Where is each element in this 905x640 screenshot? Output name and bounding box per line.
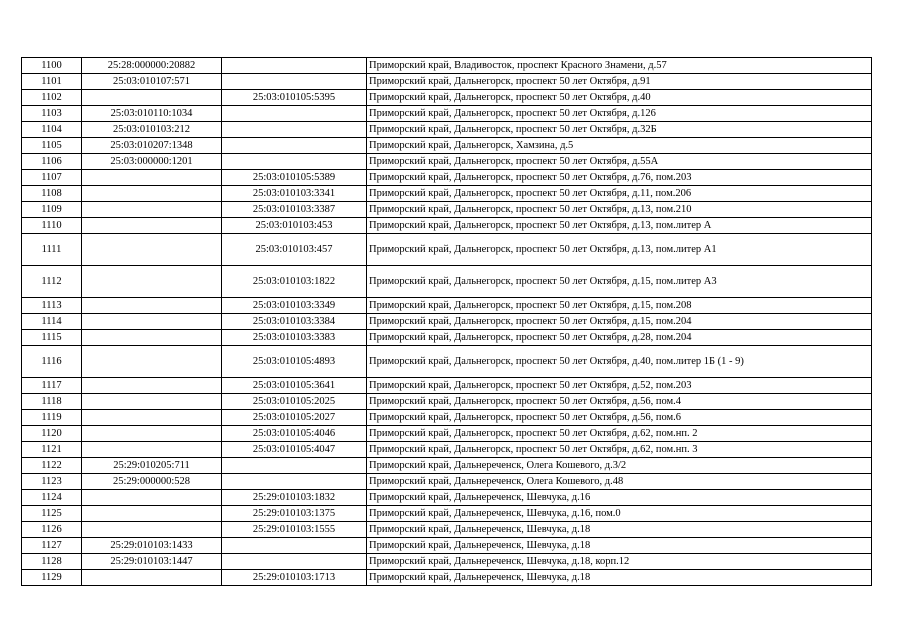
cadastral-number-primary	[82, 522, 222, 538]
table-row	[22, 330, 872, 346]
cadastral-number-primary	[82, 442, 222, 458]
row-number: 1128	[22, 554, 82, 570]
cadastral-number-secondary: 25:03:010103:3384	[222, 314, 367, 330]
row-number: 1110	[22, 218, 82, 234]
table-row	[22, 346, 872, 378]
address-cell: Приморский край, Дальнегорск, проспект 50 лет Октября, д.11, пом.206	[367, 186, 872, 202]
cadastral-number-secondary: 25:03:010105:5389	[222, 170, 367, 186]
cadastral-number-secondary	[222, 154, 367, 170]
cadastral-number-secondary: 25:03:010103:457	[222, 234, 367, 266]
row-number: 1104	[22, 122, 82, 138]
address-cell: Приморский край, Дальнегорск, проспект 50 лет Октября, д.52, пом.203	[367, 378, 872, 394]
cadastral-number-secondary	[222, 554, 367, 570]
row-number: 1105	[22, 138, 82, 154]
cadastral-number-primary	[82, 378, 222, 394]
address-cell: Приморский край, Дальнегорск, проспект 50 лет Октября, д.56, пом.4	[367, 394, 872, 410]
cadastral-number-primary	[82, 394, 222, 410]
row-number: 1101	[22, 74, 82, 90]
cadastral-number-primary	[82, 506, 222, 522]
cadastral-number-primary	[82, 570, 222, 586]
row-number: 1102	[22, 90, 82, 106]
address-cell: Приморский край, Дальнегорск, проспект 50 лет Октября, д.28, пом.204	[367, 330, 872, 346]
row-number: 1107	[22, 170, 82, 186]
address-cell: Приморский край, Дальнереченск, Олега Кошевого, д.48	[367, 474, 872, 490]
table-row	[22, 410, 872, 426]
table-row	[22, 106, 872, 122]
cadastral-number-secondary: 25:03:010105:2025	[222, 394, 367, 410]
address-cell: Приморский край, Дальнегорск, проспект 50 лет Октября, д.55А	[367, 154, 872, 170]
cadastral-number-secondary: 25:03:010103:1822	[222, 266, 367, 298]
cadastral-number-primary	[82, 266, 222, 298]
cadastral-number-secondary	[222, 538, 367, 554]
row-number: 1111	[22, 234, 82, 266]
address-cell: Приморский край, Дальнегорск, проспект 50 лет Октября, д.13, пом.литер А	[367, 218, 872, 234]
cadastral-number-primary: 25:29:000000:528	[82, 474, 222, 490]
cadastral-number-primary: 25:28:000000:20882	[82, 58, 222, 74]
table-row	[22, 74, 872, 90]
table-row	[22, 154, 872, 170]
cadastral-number-primary	[82, 346, 222, 378]
row-number: 1119	[22, 410, 82, 426]
cadastral-number-secondary: 25:29:010103:1555	[222, 522, 367, 538]
row-number: 1118	[22, 394, 82, 410]
cadastral-number-secondary: 25:03:010105:5395	[222, 90, 367, 106]
cadastral-number-primary: 25:03:010110:1034	[82, 106, 222, 122]
table-row	[22, 138, 872, 154]
cadastral-number-secondary: 25:03:010103:453	[222, 218, 367, 234]
cadastral-number-primary	[82, 314, 222, 330]
registry-table	[21, 57, 872, 586]
table-row	[22, 570, 872, 586]
table-row	[22, 442, 872, 458]
cadastral-number-primary: 25:29:010205:711	[82, 458, 222, 474]
address-cell: Приморский край, Дальнегорск, проспект 50 лет Октября, д.13, пом.литер А1	[367, 234, 872, 266]
table-row	[22, 266, 872, 298]
cadastral-number-secondary	[222, 458, 367, 474]
cadastral-number-primary: 25:03:010107:571	[82, 74, 222, 90]
row-number: 1129	[22, 570, 82, 586]
cadastral-number-primary	[82, 330, 222, 346]
cadastral-number-primary: 25:29:010103:1433	[82, 538, 222, 554]
table-row	[22, 202, 872, 218]
cadastral-number-primary	[82, 234, 222, 266]
address-cell: Приморский край, Дальнереченск, Шевчука, д.18	[367, 538, 872, 554]
row-number: 1114	[22, 314, 82, 330]
cadastral-number-secondary: 25:29:010103:1375	[222, 506, 367, 522]
cadastral-number-primary	[82, 426, 222, 442]
table-row	[22, 298, 872, 314]
cadastral-number-primary	[82, 218, 222, 234]
row-number: 1125	[22, 506, 82, 522]
address-cell: Приморский край, Дальнегорск, проспект 50 лет Октября, д.15, пом.208	[367, 298, 872, 314]
table-row	[22, 474, 872, 490]
cadastral-number-secondary: 25:03:010105:3641	[222, 378, 367, 394]
cadastral-number-secondary	[222, 106, 367, 122]
row-number: 1126	[22, 522, 82, 538]
table-row	[22, 218, 872, 234]
table-row	[22, 394, 872, 410]
address-cell: Приморский край, Дальнереченск, Шевчука, д.16	[367, 490, 872, 506]
cadastral-number-primary	[82, 202, 222, 218]
cadastral-number-secondary: 25:29:010103:1832	[222, 490, 367, 506]
cadastral-number-secondary: 25:03:010105:4047	[222, 442, 367, 458]
cadastral-number-secondary	[222, 138, 367, 154]
table-row	[22, 458, 872, 474]
cadastral-number-primary: 25:03:000000:1201	[82, 154, 222, 170]
address-cell: Приморский край, Дальнереченск, Шевчука, д.16, пом.0	[367, 506, 872, 522]
address-cell: Приморский край, Дальнегорск, проспект 50 лет Октября, д.15, пом.204	[367, 314, 872, 330]
row-number: 1127	[22, 538, 82, 554]
row-number: 1112	[22, 266, 82, 298]
cadastral-number-secondary: 25:29:010103:1713	[222, 570, 367, 586]
cadastral-number-primary	[82, 90, 222, 106]
cadastral-number-primary	[82, 186, 222, 202]
cadastral-number-primary	[82, 490, 222, 506]
cadastral-number-primary	[82, 170, 222, 186]
row-number: 1100	[22, 58, 82, 74]
cadastral-number-secondary: 25:03:010105:2027	[222, 410, 367, 426]
row-number: 1109	[22, 202, 82, 218]
row-number: 1120	[22, 426, 82, 442]
address-cell: Приморский край, Дальнегорск, проспект 50 лет Октября, д.32Б	[367, 122, 872, 138]
table-row	[22, 426, 872, 442]
address-cell: Приморский край, Дальнереченск, Шевчука, д.18, корп.12	[367, 554, 872, 570]
row-number: 1106	[22, 154, 82, 170]
cadastral-number-secondary: 25:03:010105:4046	[222, 426, 367, 442]
row-number: 1108	[22, 186, 82, 202]
cadastral-number-secondary: 25:03:010103:3383	[222, 330, 367, 346]
row-number: 1123	[22, 474, 82, 490]
address-cell: Приморский край, Дальнегорск, Хамзина, д.5	[367, 138, 872, 154]
row-number: 1115	[22, 330, 82, 346]
address-cell: Приморский край, Дальнегорск, проспект 50 лет Октября, д.62, пом.нп. 2	[367, 426, 872, 442]
table-row	[22, 522, 872, 538]
address-cell: Приморский край, Владивосток, проспект Красного Знамени, д.57	[367, 58, 872, 74]
table-row	[22, 554, 872, 570]
address-cell: Приморский край, Дальнегорск, проспект 50 лет Октября, д.76, пом.203	[367, 170, 872, 186]
address-cell: Приморский край, Дальнегорск, проспект 50 лет Октября, д.13, пом.210	[367, 202, 872, 218]
address-cell: Приморский край, Дальнегорск, проспект 50 лет Октября, д.40, пом.литер 1Б (1 - 9)	[367, 346, 872, 378]
row-number: 1117	[22, 378, 82, 394]
cadastral-number-secondary	[222, 58, 367, 74]
row-number: 1113	[22, 298, 82, 314]
cadastral-number-primary: 25:03:010207:1348	[82, 138, 222, 154]
cadastral-number-primary	[82, 410, 222, 426]
address-cell: Приморский край, Дальнереченск, Шевчука, д.18	[367, 522, 872, 538]
address-cell: Приморский край, Дальнегорск, проспект 50 лет Октября, д.40	[367, 90, 872, 106]
row-number: 1103	[22, 106, 82, 122]
address-cell: Приморский край, Дальнегорск, проспект 50 лет Октября, д.15, пом.литер А3	[367, 266, 872, 298]
row-number: 1124	[22, 490, 82, 506]
table-row	[22, 506, 872, 522]
table-row	[22, 170, 872, 186]
address-cell: Приморский край, Дальнегорск, проспект 50 лет Октября, д.91	[367, 74, 872, 90]
cadastral-number-secondary	[222, 122, 367, 138]
table-row	[22, 58, 872, 74]
address-cell: Приморский край, Дальнереченск, Шевчука, д.18	[367, 570, 872, 586]
address-cell: Приморский край, Дальнегорск, проспект 50 лет Октября, д.62, пом.нп. 3	[367, 442, 872, 458]
row-number: 1121	[22, 442, 82, 458]
row-number: 1122	[22, 458, 82, 474]
row-number: 1116	[22, 346, 82, 378]
table-row	[22, 490, 872, 506]
table-row	[22, 122, 872, 138]
cadastral-number-secondary	[222, 474, 367, 490]
address-cell: Приморский край, Дальнереченск, Олега Кошевого, д.3/2	[367, 458, 872, 474]
table-row	[22, 186, 872, 202]
table-row	[22, 314, 872, 330]
cadastral-number-secondary: 25:03:010103:3341	[222, 186, 367, 202]
registry-table-body	[22, 58, 872, 586]
address-cell: Приморский край, Дальнегорск, проспект 50 лет Октября, д.56, пом.6	[367, 410, 872, 426]
cadastral-number-primary: 25:29:010103:1447	[82, 554, 222, 570]
table-row	[22, 378, 872, 394]
address-cell: Приморский край, Дальнегорск, проспект 50 лет Октября, д.126	[367, 106, 872, 122]
cadastral-number-primary: 25:03:010103:212	[82, 122, 222, 138]
cadastral-number-primary	[82, 298, 222, 314]
table-row	[22, 90, 872, 106]
table-row	[22, 538, 872, 554]
cadastral-number-secondary	[222, 74, 367, 90]
cadastral-number-secondary: 25:03:010103:3387	[222, 202, 367, 218]
cadastral-number-secondary: 25:03:010103:3349	[222, 298, 367, 314]
cadastral-number-secondary: 25:03:010105:4893	[222, 346, 367, 378]
table-row	[22, 234, 872, 266]
